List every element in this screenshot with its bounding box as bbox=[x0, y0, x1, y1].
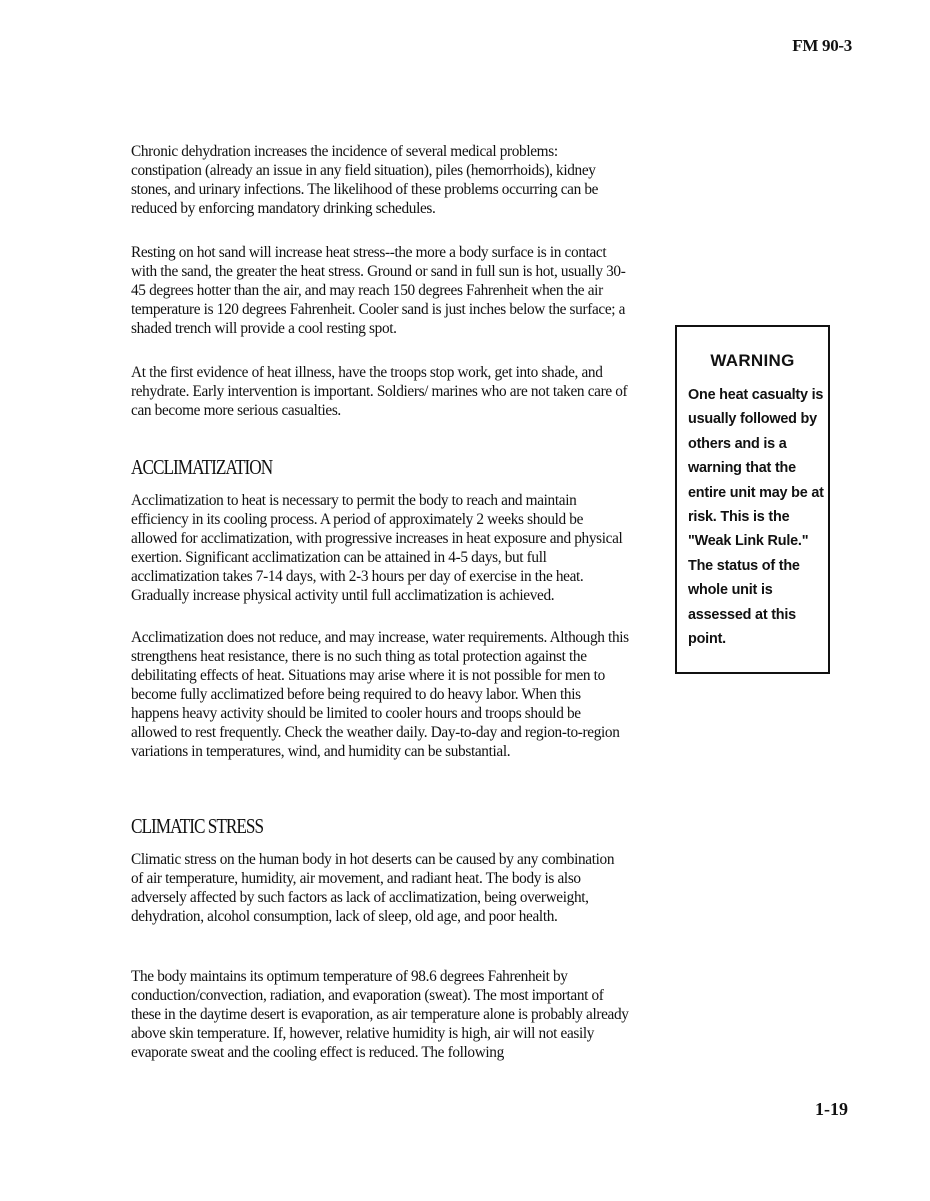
warning-callout bbox=[675, 325, 830, 674]
paragraph-heat-illness bbox=[131, 363, 629, 420]
document-id: FM 90-3 bbox=[792, 36, 852, 55]
page-number: 1-19 bbox=[815, 1099, 848, 1119]
paragraph-water-requirements bbox=[131, 628, 629, 761]
paragraph-body-temperature bbox=[131, 967, 629, 1062]
paragraph-chronic-dehydration bbox=[131, 142, 629, 218]
paragraph-text: Resting on hot sand will increase heat stress--the more a body surface is in contact with the sand, the greater the heat stress. Ground or sand in full sun is hot, usually 30-45 degrees hotter than the air, and may reach 150 degrees Fahrenheit when the air temperature is 120 degrees Fahrenheit. Cooler sand is just inches below the surface; a shaded trench will provide a cool resting spot. bbox=[131, 244, 626, 337]
paragraph-text: Climatic stress on the human body in hot deserts can be caused by any combination of air temperature, humidity, air movement, and radiant heat. The body is also adversely affected by such factors as lack of acclimatization, being overweight, dehydration, alcohol consumption, lack of sleep, old age, and poor health. bbox=[131, 851, 615, 925]
paragraph-text: At the first evidence of heat illness, have the troops stop work, get into shade, and rehydrate. Early intervention is important. Soldiers/ marines who are not taken care of can become more serious casualties. bbox=[131, 364, 628, 419]
paragraph-text: The body maintains its optimum temperature of 98.6 degrees Fahrenheit by conduction/convection, radiation, and evaporation (sweat). The most important of these in the daytime desert is evaporation, as air temperature alone is probably already above skin temperature. If, however, relative humidity is high, air will not easily evaporate sweat and the cooling effect is reduced. The following bbox=[131, 968, 629, 1061]
warning-text: One heat casualty is usually followed by others and is a warning that the entire unit may be at risk. This is the "Weak Link Rule." The status of the whole unit is assessed at this point. bbox=[688, 387, 824, 648]
paragraph-climatic-stress bbox=[131, 850, 629, 926]
paragraph-text: Chronic dehydration increases the incidence of several medical problems: constipation (already an issue in any field situation), piles (hemorrhoids), kidney stones, and urinary infections. The likelihood of these problems occurring can be reduced by enforcing mandatory drinking schedules. bbox=[131, 143, 599, 217]
paragraph-hot-sand bbox=[131, 243, 629, 338]
paragraph-text: Acclimatization does not reduce, and may increase, water requirements. Although this strengthens heat resistance, there is no such thing as total protection against the debilitating effects of heat. Situations may arise where it is not possible for men to become fully acclimatized before being required to do heavy labor. When this happens heavy activity should be limited to cooler hours and troops should be allowed to rest frequently. Check the weather daily. Day-to-day and region-to-region variations in temperatures, wind, and humidity can be substantial. bbox=[131, 629, 629, 760]
paragraph-acclimatization-intro bbox=[131, 491, 629, 605]
paragraph-text: Acclimatization to heat is necessary to permit the body to reach and maintain efficiency in its cooling process. A period of approximately 2 weeks should be allowed for acclimatization, with progressive increases in heat exposure and physical exertion. Significant acclimatization can be attained in 4-5 days, but full acclimatization takes 7-14 days, with 2-3 hours per day of exercise in the heat. Gradually increase physical activity until full acclimatization is achieved. bbox=[131, 492, 623, 604]
warning-title: WARNING bbox=[710, 351, 795, 370]
heading-acclimatization: ACCLIMATIZATION bbox=[131, 455, 273, 479]
heading-climatic-stress: CLIMATIC STRESS bbox=[131, 814, 264, 838]
